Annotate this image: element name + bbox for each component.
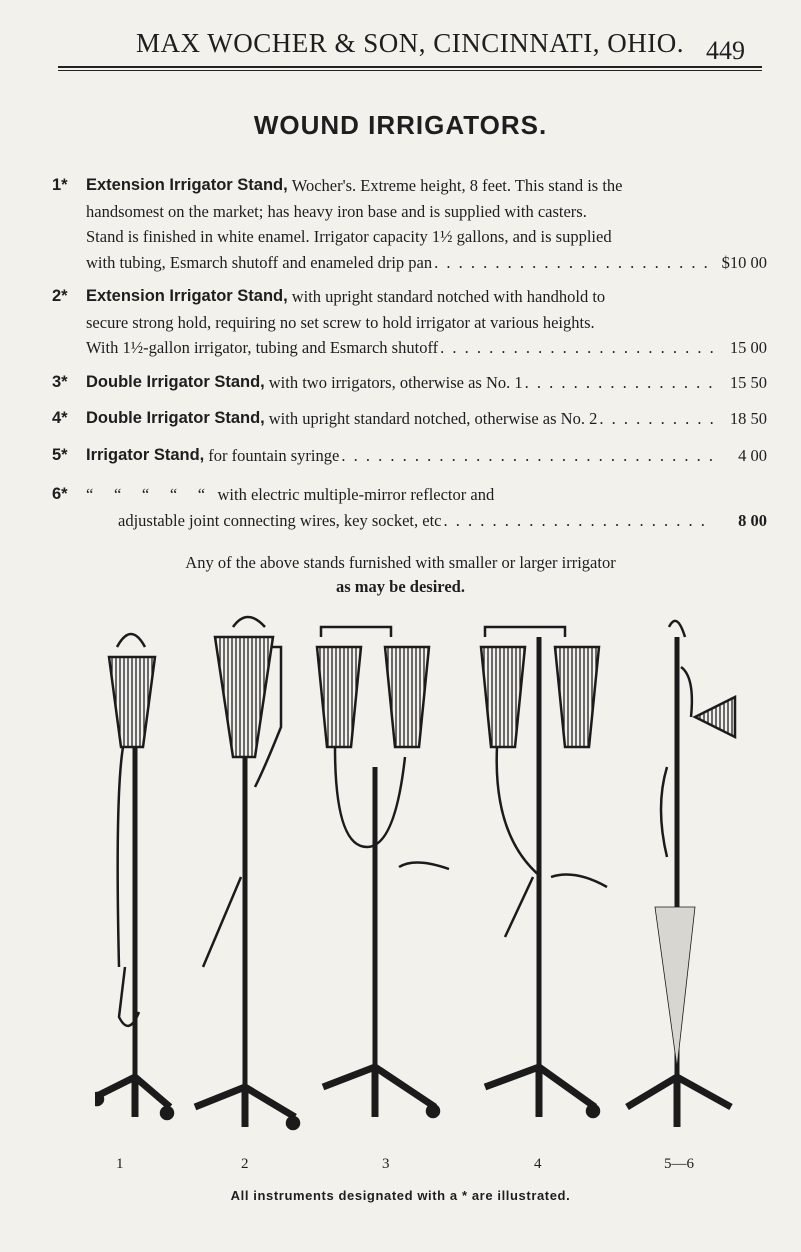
item-heading: Irrigator Stand, bbox=[86, 446, 205, 464]
leader-dots bbox=[434, 250, 713, 276]
catalog-item-5 bbox=[52, 443, 767, 469]
figure-label: 5—6 bbox=[664, 1156, 694, 1172]
section-title: WOUND IRRIGATORS. bbox=[253, 110, 548, 140]
item-price: 15 50 bbox=[729, 373, 767, 392]
item-price: 18 50 bbox=[729, 409, 767, 428]
item-text: handsomest on the market; has heavy iron base and is supplied with casters. bbox=[86, 201, 587, 221]
item-heading: Double Irrigator Stand, bbox=[86, 373, 265, 391]
item-price: 4 00 bbox=[738, 446, 767, 465]
item-number: 1* bbox=[52, 176, 68, 194]
leader-dots bbox=[440, 335, 713, 361]
stand-1-figure bbox=[95, 634, 173, 1119]
note-line-1: Any of the above stands furnished with smaller or larger irrigator bbox=[185, 553, 616, 572]
catalog-item-6 bbox=[52, 482, 767, 533]
stand-3-figure bbox=[317, 627, 449, 1117]
item-heading: Extension Irrigator Stand, bbox=[86, 287, 288, 305]
item-heading: Extension Irrigator Stand, bbox=[86, 176, 288, 194]
catalog-item-1 bbox=[52, 173, 767, 275]
stand-5-6-figure bbox=[627, 621, 735, 1127]
availability-note bbox=[0, 551, 801, 599]
irrigator-stands-illustration bbox=[95, 607, 775, 1157]
header-rule-thin bbox=[58, 70, 762, 71]
note-line-2: as may be desired. bbox=[336, 577, 465, 596]
leader-dots bbox=[525, 370, 713, 396]
stand-4-figure bbox=[481, 627, 607, 1117]
item-text: with two irrigators, otherwise as No. 1 bbox=[268, 373, 523, 392]
item-text: for fountain syringe bbox=[208, 446, 340, 465]
footer-note: All instruments designated with a * are illustrated. bbox=[230, 1188, 571, 1203]
stand-2-figure bbox=[195, 617, 299, 1129]
item-text: “ “ “ “ “ with electric multiple-mirror reflector and bbox=[86, 485, 495, 504]
item-number: 3* bbox=[52, 373, 68, 391]
item-price: $10 00 bbox=[721, 252, 767, 272]
figure-label: 2 bbox=[241, 1156, 249, 1172]
catalog-item-4 bbox=[52, 406, 767, 432]
leader-dots bbox=[443, 508, 713, 534]
item-price: 8 00 bbox=[738, 510, 767, 530]
page-number: 449 bbox=[706, 36, 745, 65]
item-text: with tubing, Esmarch shutoff and enameled drip pan bbox=[86, 252, 433, 272]
item-text: Wocher's. Extreme height, 8 feet. This stand is the bbox=[291, 176, 623, 195]
item-number: 5* bbox=[52, 446, 68, 464]
item-number: 4* bbox=[52, 409, 68, 427]
item-heading: Double Irrigator Stand, bbox=[86, 409, 265, 427]
figure-label: 3 bbox=[382, 1156, 390, 1172]
item-text: adjustable joint connecting wires, key socket, etc bbox=[118, 510, 442, 530]
catalog-item-3 bbox=[52, 370, 767, 396]
figure-label: 1 bbox=[116, 1156, 124, 1172]
item-number: 2* bbox=[52, 287, 68, 305]
item-text: with upright standard notched, otherwise as No. 2 bbox=[268, 409, 598, 428]
item-price: 15 00 bbox=[729, 338, 767, 357]
publisher-header: MAX WOCHER & SON, CINCINNATI, OHIO. bbox=[136, 28, 684, 58]
figure-label: 4 bbox=[534, 1156, 542, 1172]
item-text: with upright standard notched with handhold to bbox=[291, 287, 606, 306]
item-text: secure strong hold, requiring no set screw to hold irrigator at various heights. bbox=[86, 312, 595, 332]
item-text: With 1½-gallon irrigator, tubing and Esmarch shutoff bbox=[86, 338, 439, 357]
item-number: 6* bbox=[52, 485, 68, 503]
catalog-item-2 bbox=[52, 284, 767, 361]
leader-dots bbox=[341, 443, 713, 469]
leader-dots bbox=[599, 406, 713, 432]
item-text: Stand is finished in white enamel. Irrigator capacity 1½ gallons, and is supplied bbox=[86, 227, 612, 246]
header-rule-thick bbox=[58, 66, 762, 68]
